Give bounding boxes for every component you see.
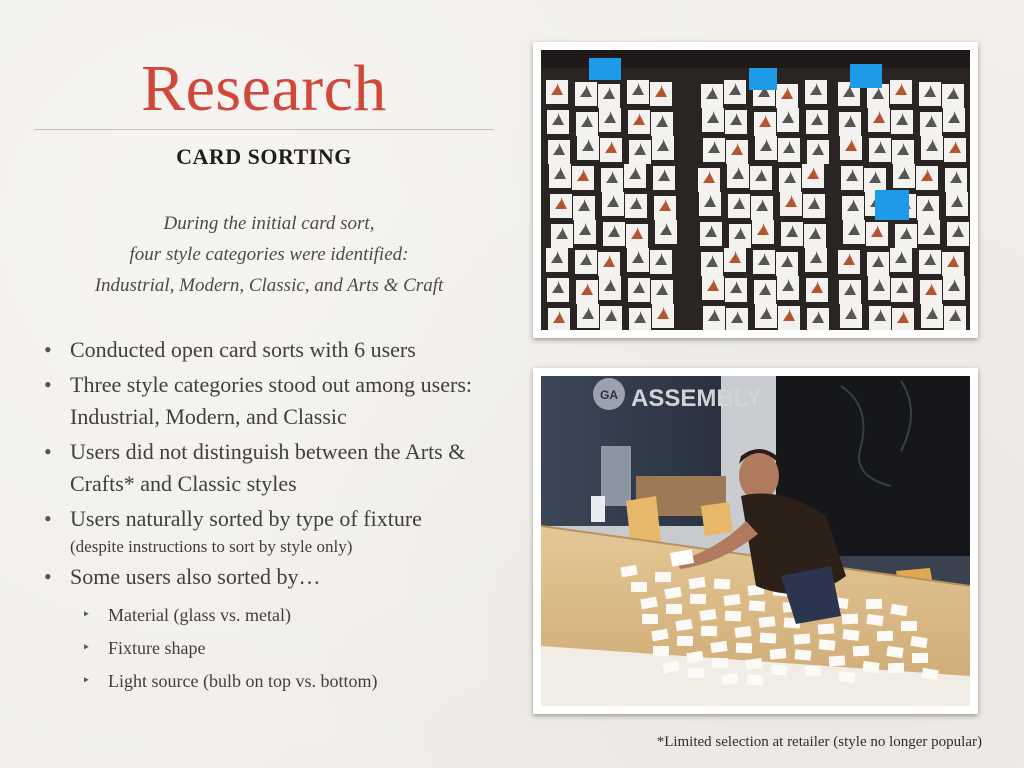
sub-bullet-item: ‣ Fixture shape (70, 632, 510, 665)
wall-card (700, 222, 722, 246)
table-card (690, 594, 706, 605)
wall-card (600, 138, 622, 162)
table-card (888, 663, 904, 674)
table-card (677, 636, 693, 646)
wall-card (841, 166, 863, 190)
wall-card (920, 280, 942, 304)
sorting-session-photo (533, 368, 978, 714)
wall-card (840, 304, 862, 328)
wall-card (890, 80, 912, 104)
table-card (901, 621, 917, 631)
wall-card (699, 192, 721, 216)
wall-card (625, 194, 647, 218)
wall-card (573, 196, 595, 220)
wall-card (892, 140, 914, 164)
wall-card (598, 252, 620, 276)
wall-card (654, 196, 676, 220)
wall-card (576, 280, 598, 304)
wall-card (804, 224, 826, 248)
wall-card (753, 250, 775, 274)
table-card (842, 629, 859, 641)
wall-card (944, 138, 966, 162)
wall-card (703, 306, 725, 330)
wall-card (754, 112, 776, 136)
wall-card (778, 306, 800, 330)
wall-card (921, 136, 943, 160)
table-card (818, 623, 835, 634)
wall-card (546, 80, 568, 104)
slide-subtitle: CARD SORTING (176, 144, 352, 169)
wall-card (603, 222, 625, 246)
wall-card (892, 308, 914, 330)
bullet-item (40, 334, 510, 366)
wall-card (803, 194, 825, 218)
sticky-note (850, 64, 882, 88)
wall-card (919, 82, 941, 106)
wall-card (944, 306, 966, 330)
wall-card (655, 220, 677, 244)
wall-card (703, 138, 725, 162)
wall-card (947, 222, 969, 246)
wall-card (807, 308, 829, 330)
wall-card (750, 166, 772, 190)
wall-card (629, 308, 651, 330)
wall-card (724, 248, 746, 272)
findings-list (40, 334, 510, 701)
wall-card (650, 82, 672, 106)
wall-card (551, 224, 573, 248)
wall-card (921, 304, 943, 328)
wall-card (840, 136, 862, 160)
wall-card (754, 280, 776, 304)
table-card (712, 658, 728, 669)
table-card (771, 664, 788, 675)
table-card (653, 646, 669, 656)
bullet-item (40, 436, 510, 500)
wall-card (776, 252, 798, 276)
wall-card (701, 84, 723, 108)
wall-card (807, 140, 829, 164)
wall-card (652, 304, 674, 328)
wall-card (916, 166, 938, 190)
wall-card (918, 220, 940, 244)
table-card (866, 599, 882, 610)
table-card (723, 594, 740, 606)
sub-bullet-item: ‣ Light source (bulb on top vs. bottom) (70, 665, 510, 698)
wall-card (698, 168, 720, 192)
table-card (795, 649, 812, 660)
wall-card (802, 164, 824, 188)
table-card (842, 614, 859, 625)
wall-card (919, 250, 941, 274)
wall-card (598, 84, 620, 108)
wall-card (806, 110, 828, 134)
wall-card (842, 196, 864, 220)
wall-card (724, 80, 746, 104)
table-card (747, 675, 764, 686)
table-card (862, 661, 879, 673)
wall-card (777, 108, 799, 132)
table-card (819, 639, 836, 651)
wall-card (779, 168, 801, 192)
wall-card (776, 84, 798, 108)
wall-card (650, 250, 672, 274)
wall-card (575, 82, 597, 106)
wall-card (702, 108, 724, 132)
wall-card (866, 222, 888, 246)
table-card (794, 633, 811, 644)
wall-card (629, 140, 651, 164)
wall-card (627, 80, 649, 104)
wall-card (599, 276, 621, 300)
intro-paragraph (34, 208, 504, 301)
wall-card (549, 164, 571, 188)
bullet-text: Some users also sorted by… (70, 564, 321, 589)
table-card (759, 616, 776, 628)
wall-card (890, 248, 912, 272)
bullet-note: (despite instructions to sort by style only) (70, 537, 353, 556)
wall-card (575, 250, 597, 274)
table-card (734, 626, 751, 638)
wall-card (577, 304, 599, 328)
sorting-session-image (541, 376, 970, 706)
wall-card (651, 112, 673, 136)
wall-card (942, 84, 964, 108)
table-card (745, 658, 762, 670)
wall-card (920, 112, 942, 136)
card-wall-image (541, 50, 970, 330)
wall-card (599, 108, 621, 132)
wall-card (727, 164, 749, 188)
wall-card (729, 224, 751, 248)
bullet-text: Conducted open card sorts with 6 users (70, 337, 416, 362)
wall-card (626, 224, 648, 248)
wall-card (728, 194, 750, 218)
intro-line: Industrial, Modern, Classic, and Arts & Craft (94, 275, 444, 296)
bullet-text: Users did not distinguish between the Arts & Crafts* and Classic styles (70, 439, 466, 496)
wall-card (651, 280, 673, 304)
wall-card (864, 168, 886, 192)
wall-card (577, 136, 599, 160)
table-card (829, 655, 846, 666)
wall-card (546, 248, 568, 272)
wall-card (805, 80, 827, 104)
wall-card (548, 308, 570, 330)
table-card (805, 665, 822, 676)
wall-card (628, 110, 650, 134)
table-card (655, 572, 671, 582)
bullet-item (40, 561, 510, 698)
wall-card (702, 276, 724, 300)
wall-card (653, 166, 675, 190)
wall-card (751, 196, 773, 220)
bullet-text: Users naturally sorted by type of fixture (70, 506, 422, 531)
wall-card (550, 194, 572, 218)
bullet-text: Three style categories stood out among users: Industrial, Modern, and Classic (70, 372, 473, 429)
wall-card (869, 138, 891, 162)
wall-card (943, 276, 965, 300)
sticky-note (875, 190, 909, 220)
wall-card (867, 252, 889, 276)
wall-card (548, 140, 570, 164)
table-card (642, 614, 658, 624)
wall-card (547, 110, 569, 134)
wall-card (726, 308, 748, 330)
table-card (666, 604, 682, 614)
wall-card (628, 278, 650, 302)
wall-card (701, 252, 723, 276)
wall-card (917, 196, 939, 220)
table-card (714, 579, 731, 590)
title-divider (34, 129, 494, 130)
wall-card (726, 140, 748, 164)
wall-card (843, 220, 865, 244)
table-card (701, 626, 717, 637)
wall-card (602, 192, 624, 216)
bullet-item (40, 369, 510, 433)
wall-card (780, 192, 802, 216)
table-card (631, 582, 647, 592)
table-card (839, 671, 856, 683)
wall-sign: ASSEMBLY (631, 385, 763, 412)
wall-card (806, 278, 828, 302)
wall-card (839, 112, 861, 136)
table-card (770, 648, 787, 660)
sub-bullet-item: ‣ Material (glass vs. metal) (70, 599, 510, 632)
wall-card (755, 136, 777, 160)
person-head (739, 452, 779, 500)
wall-card (868, 276, 890, 300)
bullet-item (40, 503, 510, 558)
table-card (688, 668, 704, 678)
wall-card (600, 306, 622, 330)
wall-card (942, 252, 964, 276)
wall-card (627, 248, 649, 272)
wall-card (572, 166, 594, 190)
wall-card (777, 276, 799, 300)
wall-card (895, 224, 917, 248)
wall-card (869, 306, 891, 330)
card-wall-photo (533, 42, 978, 338)
wall-card (891, 110, 913, 134)
wall-card (838, 250, 860, 274)
wall-logo: GA (600, 388, 618, 402)
wall-card (755, 304, 777, 328)
table-card (725, 611, 742, 622)
table-card (877, 631, 893, 642)
wall-card (891, 278, 913, 302)
slide-title: Research (141, 52, 387, 125)
wall-card (946, 192, 968, 216)
table-card (912, 653, 928, 663)
sub-bullet-list (70, 599, 510, 698)
wall-card (624, 164, 646, 188)
wall-card (725, 110, 747, 134)
sticky-note (749, 68, 777, 90)
table-card (853, 646, 870, 657)
wall-card (576, 112, 598, 136)
table-card (749, 600, 766, 611)
wall-card (805, 248, 827, 272)
wall-card (752, 220, 774, 244)
footnote: *Limited selection at retailer (style no longer popular) (656, 734, 982, 750)
wall-card (945, 168, 967, 192)
intro-line: four style categories were identified: (129, 244, 409, 265)
table-card (736, 643, 753, 654)
wall-card (778, 138, 800, 162)
wall-card (943, 108, 965, 132)
sticky-note (589, 58, 621, 80)
wall-card (547, 278, 569, 302)
intro-line: During the initial card sort, (163, 213, 375, 234)
table-card (760, 632, 777, 643)
wall-card (781, 222, 803, 246)
wall-card (893, 164, 915, 188)
wall-card (652, 136, 674, 160)
wall-card (574, 220, 596, 244)
wall-card (601, 168, 623, 192)
wall-card (868, 108, 890, 132)
wall-card (839, 280, 861, 304)
wall-card (725, 278, 747, 302)
